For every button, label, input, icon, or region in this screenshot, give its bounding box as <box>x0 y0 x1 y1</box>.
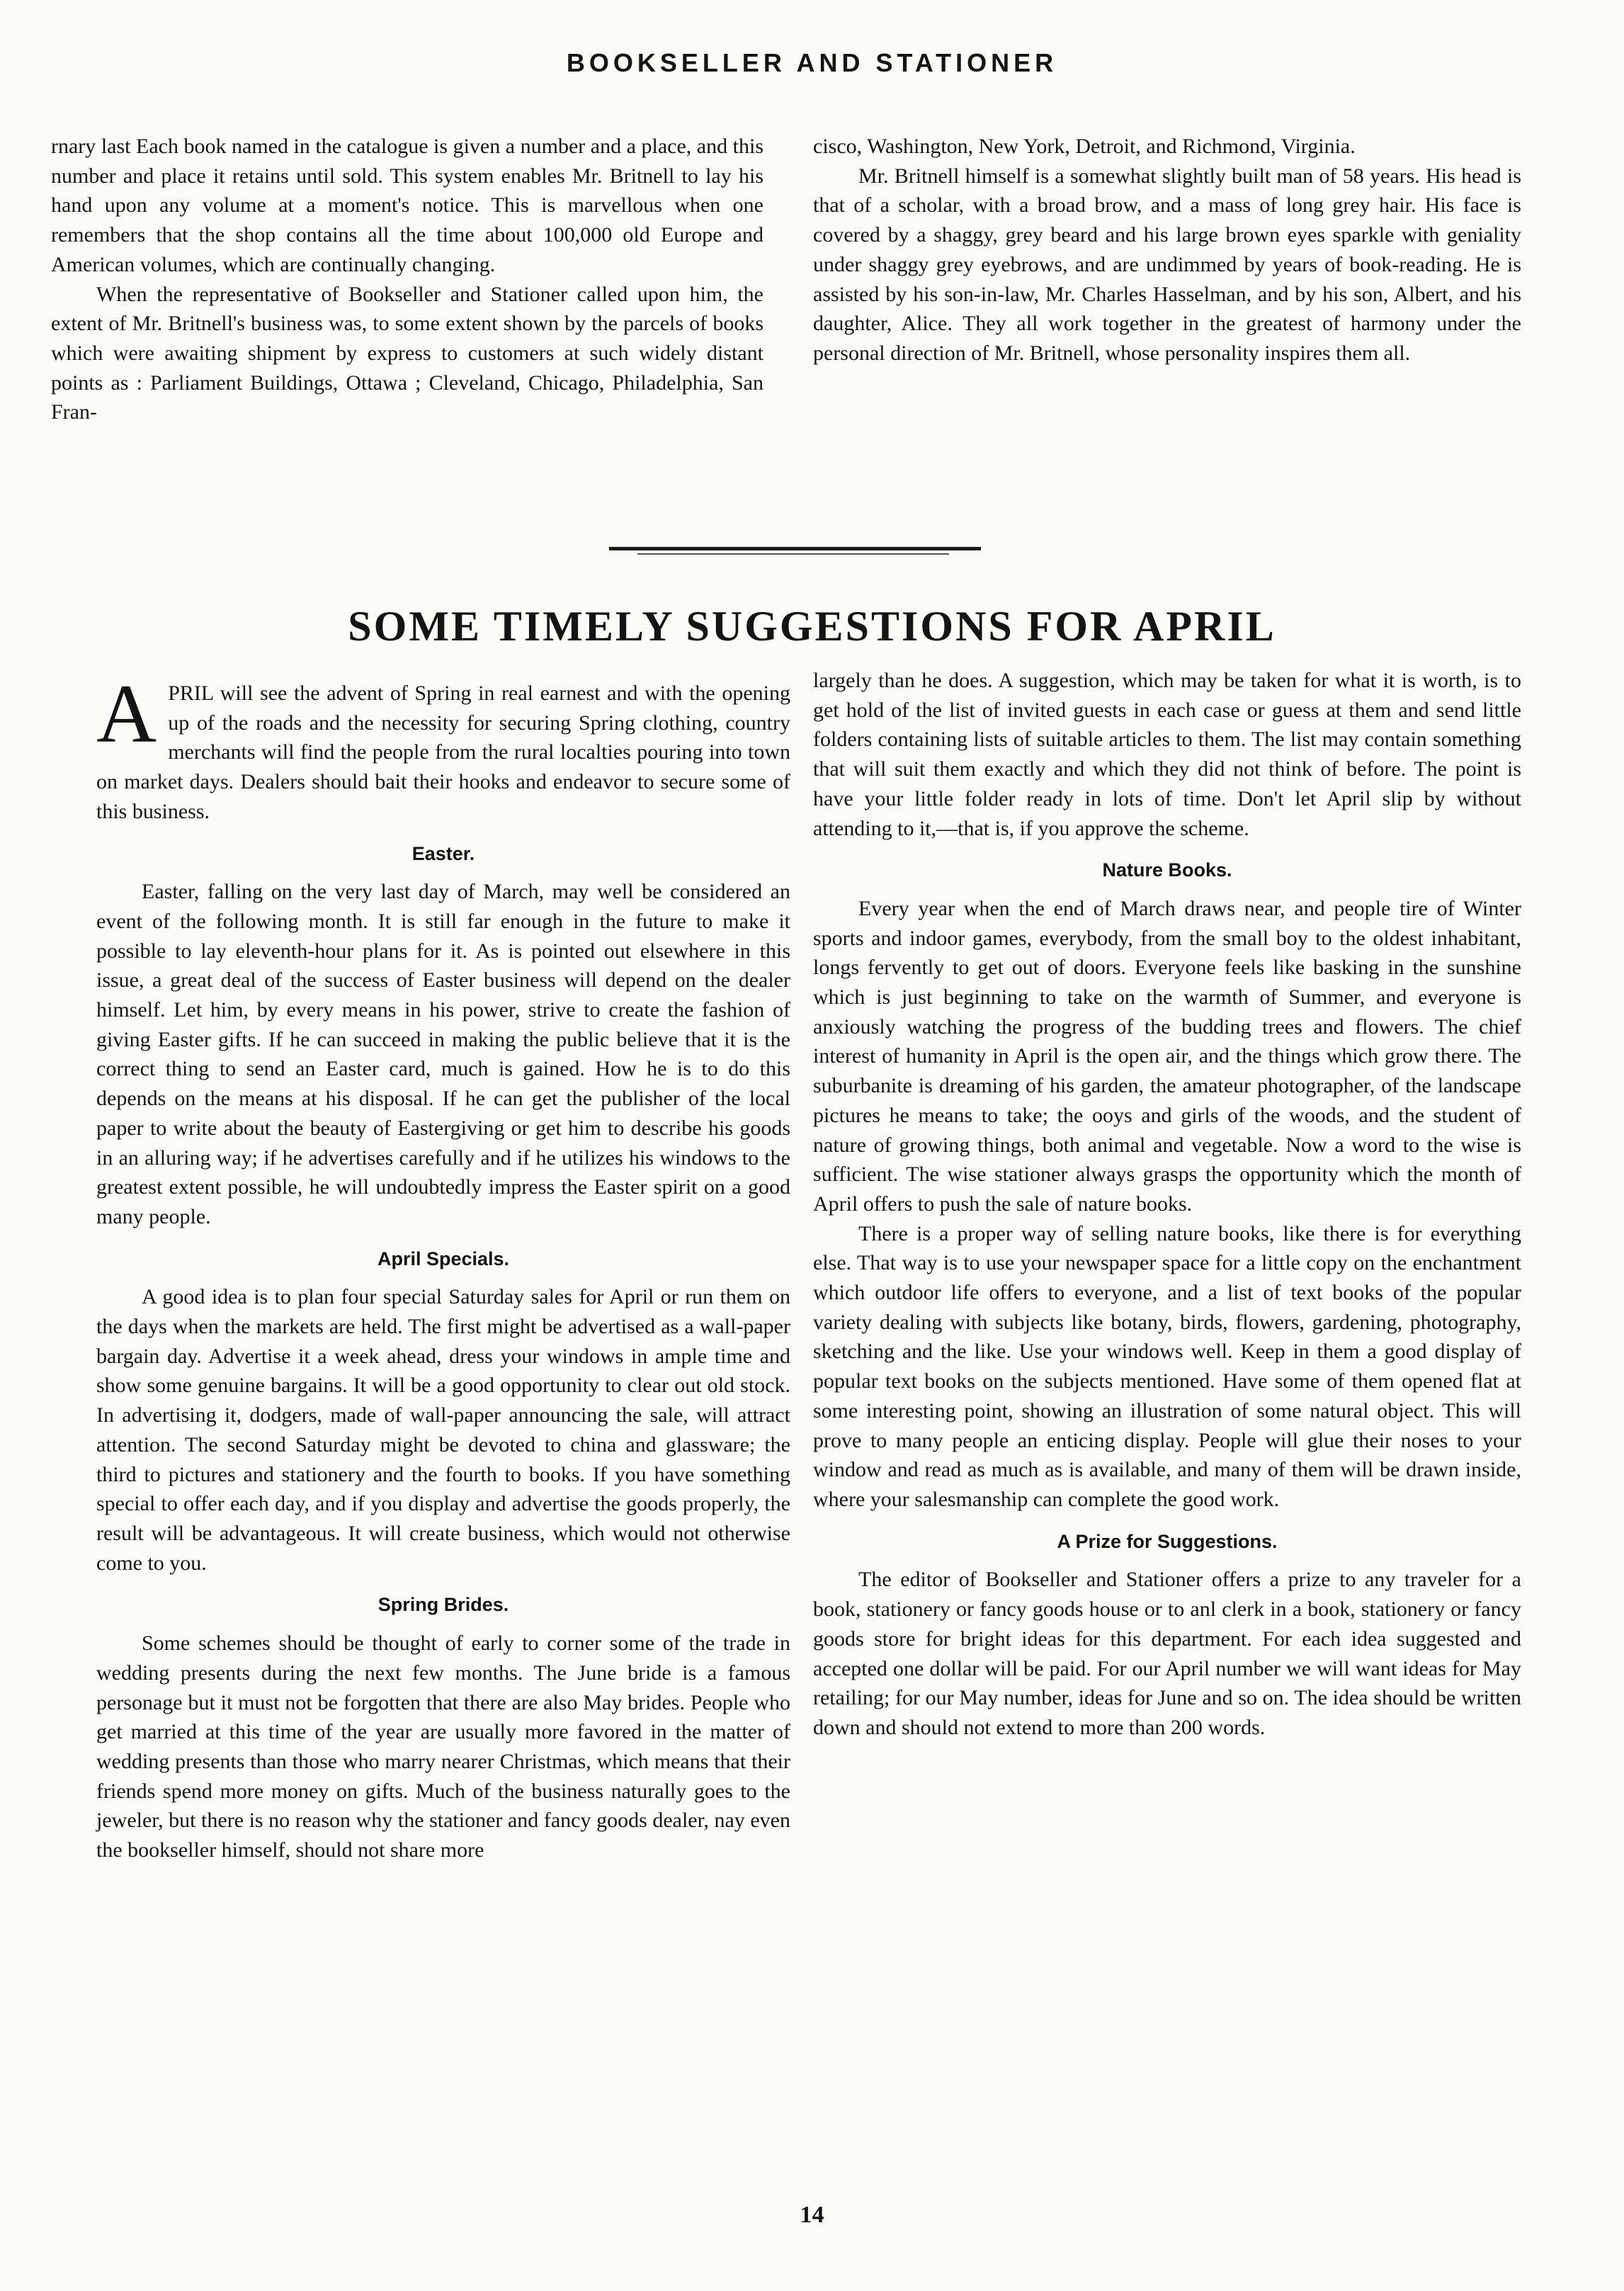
section-heading-april-specials: April Specials. <box>377 1248 510 1269</box>
paragraph: cisco, Washington, New York, Detroit, and Richmond, Virginia. <box>813 135 1356 158</box>
section-heading-prize: A Prize for Suggestions. <box>1057 1530 1278 1552</box>
paragraph: The editor of Bookseller and Stationer offers a prize to any traveler for a book, stationery or fancy goods house or to anl clerk in a book, stationery or fancy goods store for bright ideas for this department. For each idea suggested and accepted one dollar will be paid. For our April number we will want ideas for May retailing; for our May number, ideas for June and so on. The idea should be written down and should not extend to more than 200 words. <box>813 1568 1521 1739</box>
drop-cap: A <box>96 667 157 760</box>
paragraph: Every year when the end of March draws near, and people tire of Winter sports and indoor games, everybody, from the small boy to the oldest inhabitant, longs fervently to get out of doors. Everyone feels like basking in the sunshine which is just beginning to take on the warmth of Summer, and everyone is anxiously watching the progress of the budding trees and flowers. The chief interest of humanity in April is the open air, and the things which grow there. The suburbanite is dreaming of his garden, the amateur photographer, of the landscape pictures he means to take; the ooys and girls of the woods, and the student of nature of growing things, both animal and vegetable. Now a word to the wise is sufficient. The wise stationer always grasps the opportunity which the month of April offers to push the sale of nature books. <box>813 896 1521 1216</box>
masthead: BOOKSELLER AND STATIONER <box>566 48 1058 77</box>
section-heading-nature-books: Nature Books. <box>1102 859 1232 881</box>
section-heading-easter: Easter. <box>411 842 475 864</box>
section-heading-spring-brides: Spring Brides. <box>377 1594 509 1616</box>
main-article-column-right <box>813 666 1521 1743</box>
paragraph: A good idea is to plan four special Saturday sales for April or run them on the days when the markets are held. The first might be advertised as a wall-paper bargain day. Advertise it a week ahead, dress your windows in ample time and show some genuine bargains. It will be a good opportunity to clear out old stock. In advertising it, dodgers, made of wall-paper announcing the sale, will attract attention. The second Saturday might be devoted to china and glassware; the third to pictures and stationery and the fourth to books. If you have something special to offer each day, and if you display and advertise the goods properly, the result will be advantageous. It will create business, which would not otherwise come to you. <box>96 1285 790 1575</box>
intro-text: PRIL will see the advent of Spring in real earnest and with the opening up of the roads and the necessity for securing Spring clothing, country merchants will find the people from the rural localties pouring into town on market days. Dealers should bait their hooks and endeavor to secure some of this business. <box>96 681 790 823</box>
section-divider <box>609 547 981 550</box>
paragraph: There is a proper way of selling nature books, like there is for everything else. That way is to use your newspaper space for a little copy on the enchantment which outdoor life offers to everyone, and a list of text books of the popular variety dealing with subjects like botany, birds, flowers, gardening, photography, sketching and the like. Use your windows well. Keep in them a good display of popular text books on the subjects mentioned. Have some of them opened flat at some interesting point, showing an illustration of some natural object. This will prove to many people an enticing display. People will glue their noses to your window and read as much as is available, and many of them will be drawn inside, where your salesmanship can complete the good work. <box>813 1221 1521 1511</box>
page-number: 14 <box>800 2202 824 2228</box>
paragraph: Easter, falling on the very last day of March, may well be considered an event of the following month. It is still far enough in the future to make it possible to lay eleventh-hour plans for it. As is pointed out elsewhere in this issue, a great deal of the success of Easter business will depend on the dealer himself. Let him, by every means in his power, strive to create the fashion of giving Easter gifts. If he can succeed in making the public believe that it is the correct thing to send an Easter card, much is gained. How he is to do this depends on the means at his disposal. If he can get the publisher of the local paper to write about the beauty of Eastergiving or get him to describe his goods in an alluring way; if he advertises carefully and if he utilizes his windows to the greatest extent possible, he will undoubtedly impress the Easter spirit on a good many people. <box>96 880 790 1228</box>
main-article-column-left <box>96 667 790 1865</box>
top-article-column-right <box>813 132 1521 368</box>
intro-paragraph <box>96 667 790 827</box>
top-article-column-left <box>51 132 763 427</box>
paragraph: Some schemes should be thought of early to corner some of the trade in wedding presents during the next few months. The June bride is a famous personage but it must not be forgotten that there are also May brides. People who get married at this time of the year are usually more favored in the matter of wedding presents than those who marry nearer Christmas, which means that their friends spend more money on gifts. Much of the business naturally goes to the jeweler, but there is no reason why the stationer and fancy goods dealer, nay even the bookseller himself, should not share more <box>96 1631 790 1862</box>
paragraph: Mr. Britnell himself is a somewhat slightly built man of 58 years. His head is that of a scholar, with a broad brow, and a mass of long grey hair. His face is covered by a shaggy, grey beard and his large brown eyes sparkle with geniality under shaggy grey eyebrows, and are undimmed by years of book-reading. He is assisted by his son-in-law, Mr. Charles Hasselman, and by his son, Albert, and his daughter, Alice. They all work together in the greatest of harmony under the personal direction of Mr. Britnell, whose personality inspires them all. <box>813 164 1521 365</box>
section-divider-thin <box>637 553 949 555</box>
paragraph: rnary last Each book named in the catalogue is given a number and a place, and this number and place it retains until sold. This system enables Mr. Britnell to lay his hand upon any volume at a moment's notice. This is marvellous when one remembers that the shop contains all the time about 100,000 old Europe and American volumes, which are continually changing. <box>51 135 763 276</box>
paragraph: largely than he does. A suggestion, which may be taken for what it is worth, is to get hold of the list of invited guests in each case or guess at them and send little folders containing lists of suitable articles to them. The list may contain something that will suit them exactly and which they did not think of before. The point is have your little folder ready in lots of time. Don't let April slip by without attending to it,—that is, if you approve the scheme. <box>813 669 1521 840</box>
paragraph: When the representative of Bookseller and Stationer called upon him, the extent of Mr. Britnell's business was, to some extent shown by the parcels of books which were awaiting shipment by express to customers at such widely distant points as : Parliament Buildings, Ottawa ; Cleveland, Chicago, Philadelphia, San Fran- <box>51 282 763 424</box>
article-headline: SOME TIMELY SUGGESTIONS FOR APRIL <box>348 603 1276 650</box>
